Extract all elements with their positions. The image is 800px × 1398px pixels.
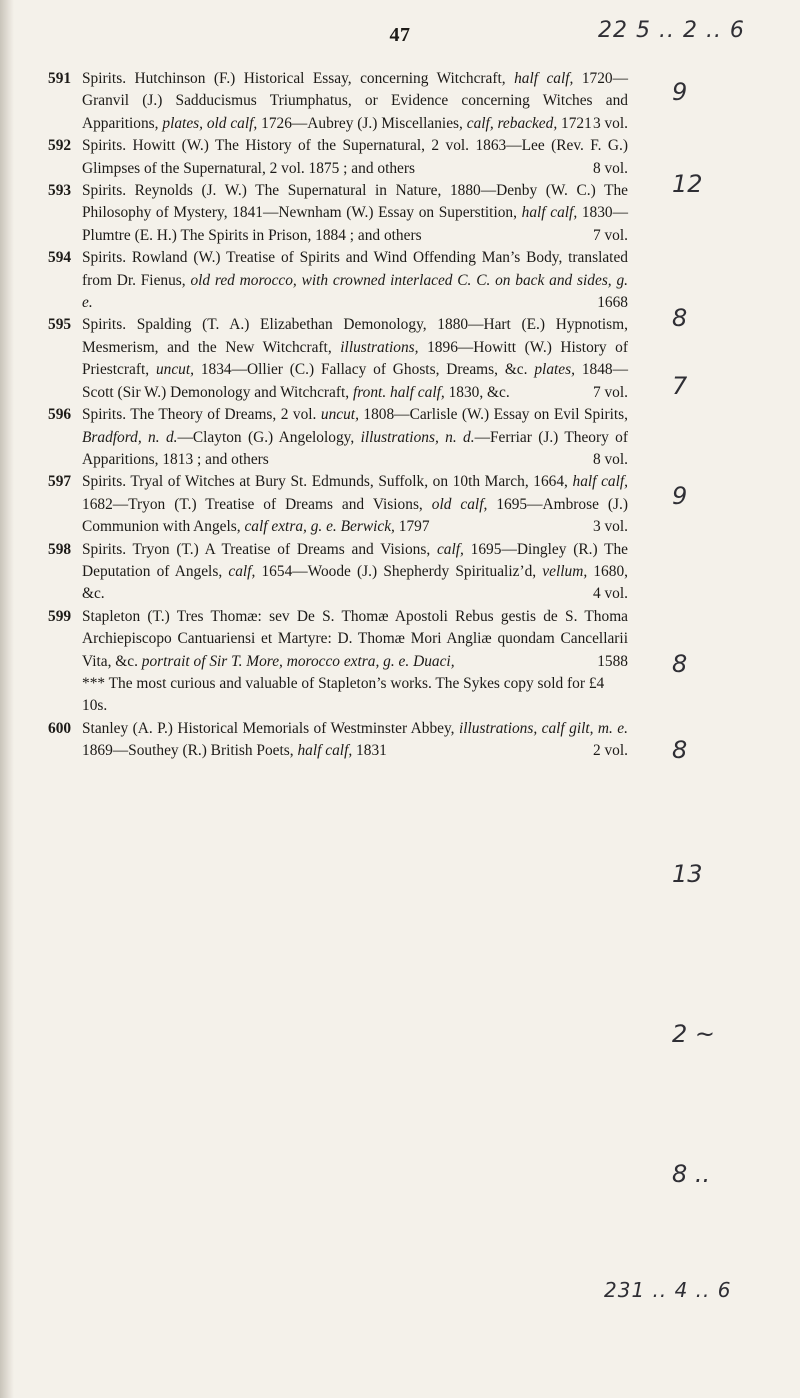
entry-description — [82, 314, 628, 404]
entry-text-segment: illustrations, n. d. — [360, 428, 475, 446]
entry-number: 600 — [48, 719, 72, 737]
entry-volumes: 1588 — [597, 652, 628, 670]
entry-description — [82, 68, 628, 135]
catalog-entry — [48, 135, 628, 180]
entry-text-segment: Spirits. The Theory of Dreams, 2 vol. — [82, 406, 321, 424]
entry-volumes: 8 vol. — [592, 159, 628, 177]
entry-text-segment: 1869—Southey (R.) British Poets, — [82, 742, 298, 760]
entry-text-segment: —Ferriar (J.) Theory of Apparitions, 1813 ; and others — [82, 428, 628, 468]
entry-volumes: 4 vol. — [592, 585, 628, 603]
binding-edge — [0, 0, 14, 1398]
entry-text-segment: Spirits. Spalding (T. A.) Elizabethan Demonology, 1880—Hart (E.) Hypnotism, Mesmerism, and the New Witchcraft, — [82, 316, 628, 356]
entry-text-segment: Spirits. Hutchinson (F.) Historical Essay, concerning Witchcraft, — [82, 70, 515, 87]
entry-text-segment: Spirits. Tryon (T.) A Treatise of Dreams and Visions, — [82, 540, 437, 558]
entry-text-segment: 1848—Scott (Sir W.) Demonology and Witchcraft, — [82, 361, 628, 401]
entry-text-segment: vellum, — [542, 562, 588, 580]
entry-number: 599 — [48, 607, 72, 625]
handwritten-price: 8 .. — [672, 1160, 711, 1188]
entry-text-segment: 1721 — [557, 114, 592, 132]
entry-text-segment: 1808—Carlisle (W.) Essay on Evil Spirits, — [358, 406, 628, 424]
catalog-entry — [48, 314, 628, 404]
entry-text-segment: 1830, &c. — [444, 383, 510, 401]
catalog-entry — [48, 718, 628, 763]
entry-volumes: 3 vol. — [592, 114, 628, 132]
entry-text-segment: 1695—Ambrose (J.) Communion with Angels, — [82, 495, 628, 536]
entry-volumes: 3 vol. — [592, 518, 628, 536]
entry-number: 595 — [48, 316, 72, 334]
entry-number: 597 — [48, 473, 72, 491]
entry-text-segment: Stanley (A. P.) Historical Memorials of Westminster Abbey, — [82, 719, 459, 737]
catalog-entry — [48, 539, 628, 606]
entry-volumes: 2 vol. — [592, 742, 628, 760]
catalog-entry — [48, 247, 628, 314]
entry-text-segment: calf, rebacked, — [466, 114, 558, 132]
entry-text-segment: half calf, — [514, 70, 574, 87]
entry-text-segment: 1797 — [394, 518, 430, 536]
handwritten-price: 13 — [672, 860, 703, 888]
entry-text-segment: calf extra, g. e. Berwick, — [244, 518, 395, 536]
entry-text-segment: Spirits. Reynolds (J. W.) The Supernatural in Nature, 1880—Denby (W. C.) The Philosophy of Mystery, 1841—Newnham (W.) Essay on Superstition, — [82, 182, 628, 222]
handwritten-price: 9 — [672, 482, 688, 510]
entry-number: 593 — [48, 182, 72, 200]
entry-text-segment: 1720—Granvil (J.) Sadducismus Triumphatus, or Evidence concerning Witches and Apparitions, — [82, 70, 628, 132]
entry-text-segment: illustrations, — [340, 338, 419, 356]
entry-text-segment: uncut, — [155, 361, 194, 379]
entry-text-segment: half calf, — [572, 473, 628, 491]
entry-description — [82, 539, 628, 606]
entry-text-segment: 1834—Ollier (C.) Fallacy of Ghosts, Dreams, &c. — [194, 361, 535, 379]
handwritten-footer-total: 231 .. 4 .. 6 — [604, 1278, 732, 1302]
page-number: 47 — [389, 24, 411, 46]
entry-number: 592 — [48, 137, 72, 155]
handwritten-header-total: 22 5 .. 2 .. 6 — [598, 18, 745, 43]
entry-description — [82, 247, 628, 314]
entry-text-segment: plates, — [534, 361, 575, 379]
entry-text-segment: 1896—Howitt (W.) History of Priestcraft, — [82, 338, 628, 379]
entry-text-segment: Stapleton (T.) Tres Thomæ: sev De S. Thomæ Apostoli Rebus gestis de S. Thoma Archiepiscopo Cantuariensi et Martyre: D. Thomæ Mori Angliæ quondam Cancellarii Vita, &c. — [82, 607, 628, 670]
entry-number: 591 — [48, 70, 72, 87]
entry-text-segment: Spirits. Howitt (W.) The History of the Supernatural, 2 vol. 1863—Lee (Rev. F. G.) Glimpses of the Supernatural, 2 vol. 1875 ; and others — [82, 137, 628, 177]
entry-text-segment: Spirits. Rowland (W.) Treatise of Spirits and Wind Offending Man’s Body, translated from Dr. Fienus, — [82, 249, 628, 289]
entry-text-segment: 1695—Dingley (R.) The Deputation of Angels, — [82, 540, 628, 580]
catalog-entry — [48, 471, 628, 538]
entry-text-segment: plates, old calf, — [162, 114, 258, 132]
catalog-entry — [48, 180, 628, 247]
entry-text-segment: 1680, &c. — [82, 562, 628, 603]
entry-number: 594 — [48, 249, 72, 267]
handwritten-price: 7 — [672, 372, 688, 400]
entry-description — [82, 471, 628, 538]
entry-description — [82, 718, 628, 763]
handwritten-price: 8 — [672, 304, 688, 332]
entry-volumes: 8 vol. — [592, 450, 628, 468]
handwritten-price: 8 — [672, 736, 688, 764]
entry-text-segment: illustrations, calf gilt, m. e. — [458, 719, 628, 737]
entry-text-segment: calf, — [228, 562, 256, 580]
entry-number: 596 — [48, 406, 72, 424]
entry-text-segment: 1831 — [352, 742, 387, 760]
entry-text-segment: front. half calf, — [352, 383, 445, 401]
entry-volumes: 7 vol. — [592, 383, 628, 401]
entry-text-segment: 1830—Plumtre (E. H.) The Spirits in Prison, 1884 ; and others — [82, 204, 628, 244]
entry-text-segment: portrait of Sir T. More, morocco extra, g. e. Duaci, — [141, 652, 455, 670]
entry-text-segment: 1726—Aubrey (J.) Miscellanies, — [257, 114, 467, 132]
entry-text-segment: Spirits. Tryal of Witches at Bury St. Edmunds, Suffolk, on 10th March, 1664, — [82, 473, 573, 491]
entry-text-segment: half calf, — [521, 204, 578, 222]
catalog-entry — [48, 606, 628, 673]
catalog-entry — [48, 404, 628, 471]
entry-text-segment: 1682—Tryon (T.) Treatise of Dreams and Visions, — [82, 495, 432, 513]
entry-description — [82, 404, 628, 471]
entry-text-segment: old red morocco, with crowned interlaced C. C. on back and sides, g. e. — [82, 271, 628, 312]
entry-volumes: 7 vol. — [592, 226, 628, 244]
catalog-entry — [48, 68, 628, 135]
entry-text-segment: 1654—Woode (J.) Shepherdy Spiritualiz’d, — [255, 562, 543, 580]
entry-text-segment: —Clayton (G.) Angelology, — [177, 428, 361, 446]
entry-description — [82, 606, 628, 673]
catalog-entries — [48, 68, 628, 763]
entry-text-segment: Bradford, n. d. — [82, 428, 178, 446]
entry-description — [82, 135, 628, 180]
entry-text-segment: half calf, — [297, 742, 353, 760]
entry-text-segment: calf, — [436, 540, 464, 558]
entry-note: *** The most curious and valuable of Stapleton’s works. The Sykes copy sold for £4 10s. — [82, 674, 605, 715]
entry-volumes: 1668 — [597, 294, 628, 312]
handwritten-price: 2 ~ — [672, 1020, 716, 1048]
entry-text-segment: uncut, — [320, 406, 359, 424]
entry-description — [82, 180, 628, 247]
entry-number: 598 — [48, 540, 72, 558]
entry-text-segment: old calf, — [431, 495, 488, 513]
handwritten-price: 9 — [672, 78, 688, 106]
handwritten-price: 8 — [672, 650, 688, 678]
handwritten-price: 12 — [672, 170, 703, 198]
